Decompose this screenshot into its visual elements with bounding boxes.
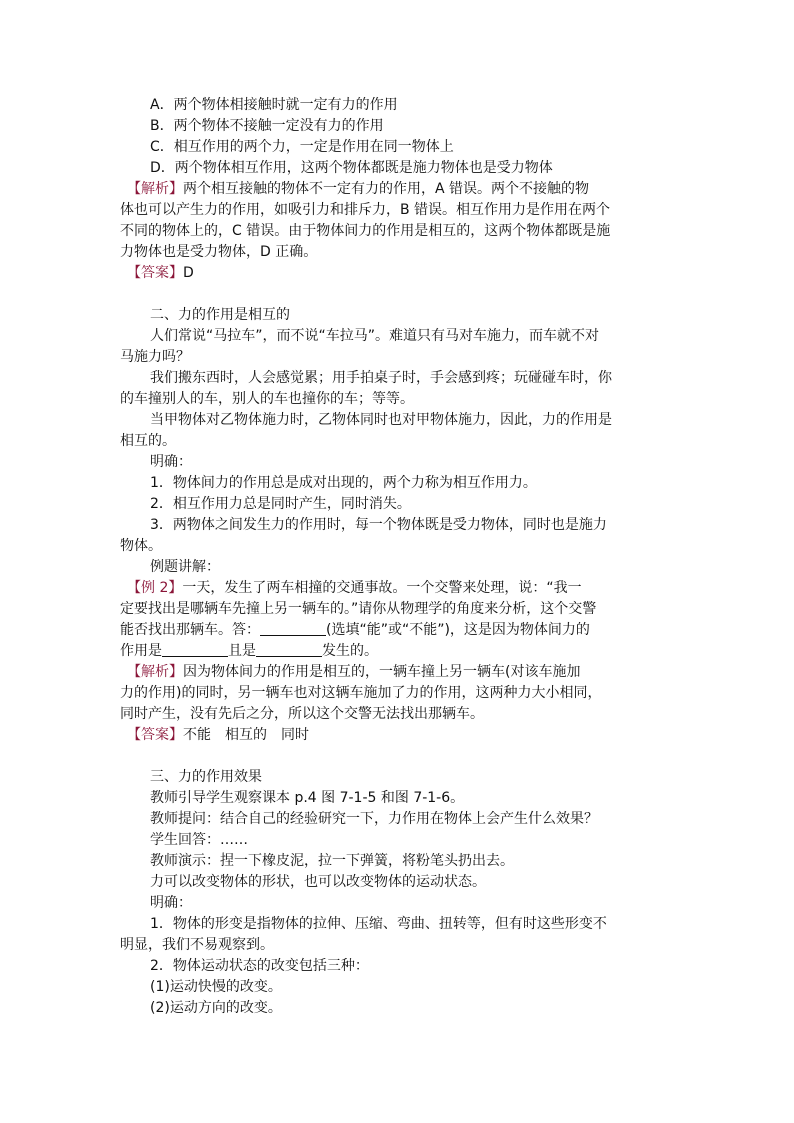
example-2-line-3: 能否找出那辆车。答： (选填“能”或“不能”)，这是因为物体间力的: [120, 622, 590, 638]
section-2-para-2b: 的车撞别人的车，别人的车也撞你的车；等等。: [120, 391, 414, 407]
section-3-point-1b: 明显，我们不易观察到。: [120, 937, 274, 953]
analysis-2-line-1: 【解析】因为物体间力的作用是相互的，一辆车撞上另一辆车(对该车施加: [127, 664, 581, 680]
option-d: D．两个物体相互作用，这两个物体都既是施力物体也是受力物体: [150, 160, 553, 176]
section-3-line-3: 学生回答：……: [150, 832, 248, 848]
section-3-line-1: 教师引导学生观察课本 p.4 图 7-1-5 和图 7-1-6。: [150, 790, 465, 806]
section-2-title: 二、力的作用是相互的: [150, 307, 290, 323]
answer-blank: [260, 621, 326, 636]
section-3-title: 三、力的作用效果: [150, 769, 262, 785]
example-2-line-1: 【例 2】一天，发生了两车相撞的交通事故。一个交警来处理，说：“我一: [127, 580, 582, 596]
section-3-line-4: 教师演示：捏一下橡皮泥，拉一下弹簧，将粉笔头扔出去。: [150, 853, 514, 869]
section-2-para-1b: 马施力吗？: [120, 349, 190, 365]
option-a: A．两个物体相接触时就一定有力的作用: [150, 97, 398, 113]
analysis-2-line-3: 同时产生，没有先后之分，所以这个交警无法找出那辆车。: [120, 706, 484, 722]
section-2-point-3b: 物体。: [120, 538, 162, 554]
analysis-1-line-3: 不同的物体上的，C 错误。由于物体间力的作用是相互的，这两个物体都既是施: [120, 223, 611, 239]
section-2-para-1a: 人们常说“马拉车”，而不说“车拉马”。难道只有马对车施力，而车就不对: [150, 328, 600, 344]
answer-blank: [162, 642, 228, 657]
analysis-1-line-2: 体也可以产生力的作用，如吸引力和排斥力，B 错误。相互作用力是作用在两个: [120, 202, 611, 218]
example-2-line-4: 作用是 且是 发生的。: [120, 643, 378, 659]
option-b: B．两个物体不接触一定没有力的作用: [150, 118, 384, 134]
analysis-2-line-2: 力的作用)的同时，另一辆车也对这辆车施加了力的作用，这两种力大小相同，: [120, 685, 602, 701]
section-2-point-1: 1．物体间力的作用总是成对出现的，两个力称为相互作用力。: [150, 475, 537, 491]
section-3-line-5: 力可以改变物体的形状，也可以改变物体的运动状态。: [150, 874, 486, 890]
section-2-mingque: 明确：: [150, 454, 192, 470]
example-heading: 例题讲解：: [150, 559, 220, 575]
section-2-para-2a: 我们搬东西时，人会感觉累；用手拍桌子时，手会感到疼；玩碰碰车时，你: [150, 370, 612, 386]
section-3-sub-2: (2)运动方向的改变。: [150, 1000, 282, 1016]
answer-tag: 【答案】: [127, 727, 183, 743]
analysis-tag: 【解析】: [127, 181, 183, 197]
option-c: C．相互作用的两个力，一定是作用在同一物体上: [150, 139, 454, 155]
section-3-point-1a: 1．物体的形变是指物体的拉伸、压缩、弯曲、扭转等，但有时这些形变不: [150, 916, 607, 932]
analysis-1-line-4: 力物体也是受力物体，D 正确。: [120, 244, 318, 260]
answer-blank: [256, 642, 322, 657]
section-2-para-3a: 当甲物体对乙物体施力时，乙物体同时也对甲物体施力，因此，力的作用是: [150, 412, 612, 428]
section-2-para-3b: 相互的。: [120, 433, 176, 449]
answer-1: 【答案】D: [127, 265, 194, 281]
section-2-point-3a: 3．两物体之间发生力的作用时，每一个物体既是受力物体，同时也是施力: [150, 517, 607, 533]
section-3-mingque: 明确：: [150, 895, 192, 911]
example-2-line-2: 定要找出是哪辆车先撞上另一辆车的。”请你从物理学的角度来分析，这个交警: [120, 601, 597, 617]
section-3-point-2: 2．物体运动状态的改变包括三种：: [150, 958, 369, 974]
analysis-tag: 【解析】: [127, 664, 183, 680]
section-2-point-2: 2．相互作用力总是同时产生，同时消失。: [150, 496, 411, 512]
analysis-1-line-1: 【解析】两个相互接触的物体不一定有力的作用，A 错误。两个不接触的物: [127, 181, 590, 197]
section-3-line-2: 教师提问：结合自己的经验研究一下，力作用在物体上会产生什么效果？: [150, 811, 598, 827]
answer-tag: 【答案】: [127, 265, 183, 281]
answer-2: 【答案】不能 相互的 同时: [127, 727, 309, 743]
section-3-sub-1: (1)运动快慢的改变。: [150, 979, 282, 995]
example-tag: 【例 2】: [127, 580, 183, 596]
